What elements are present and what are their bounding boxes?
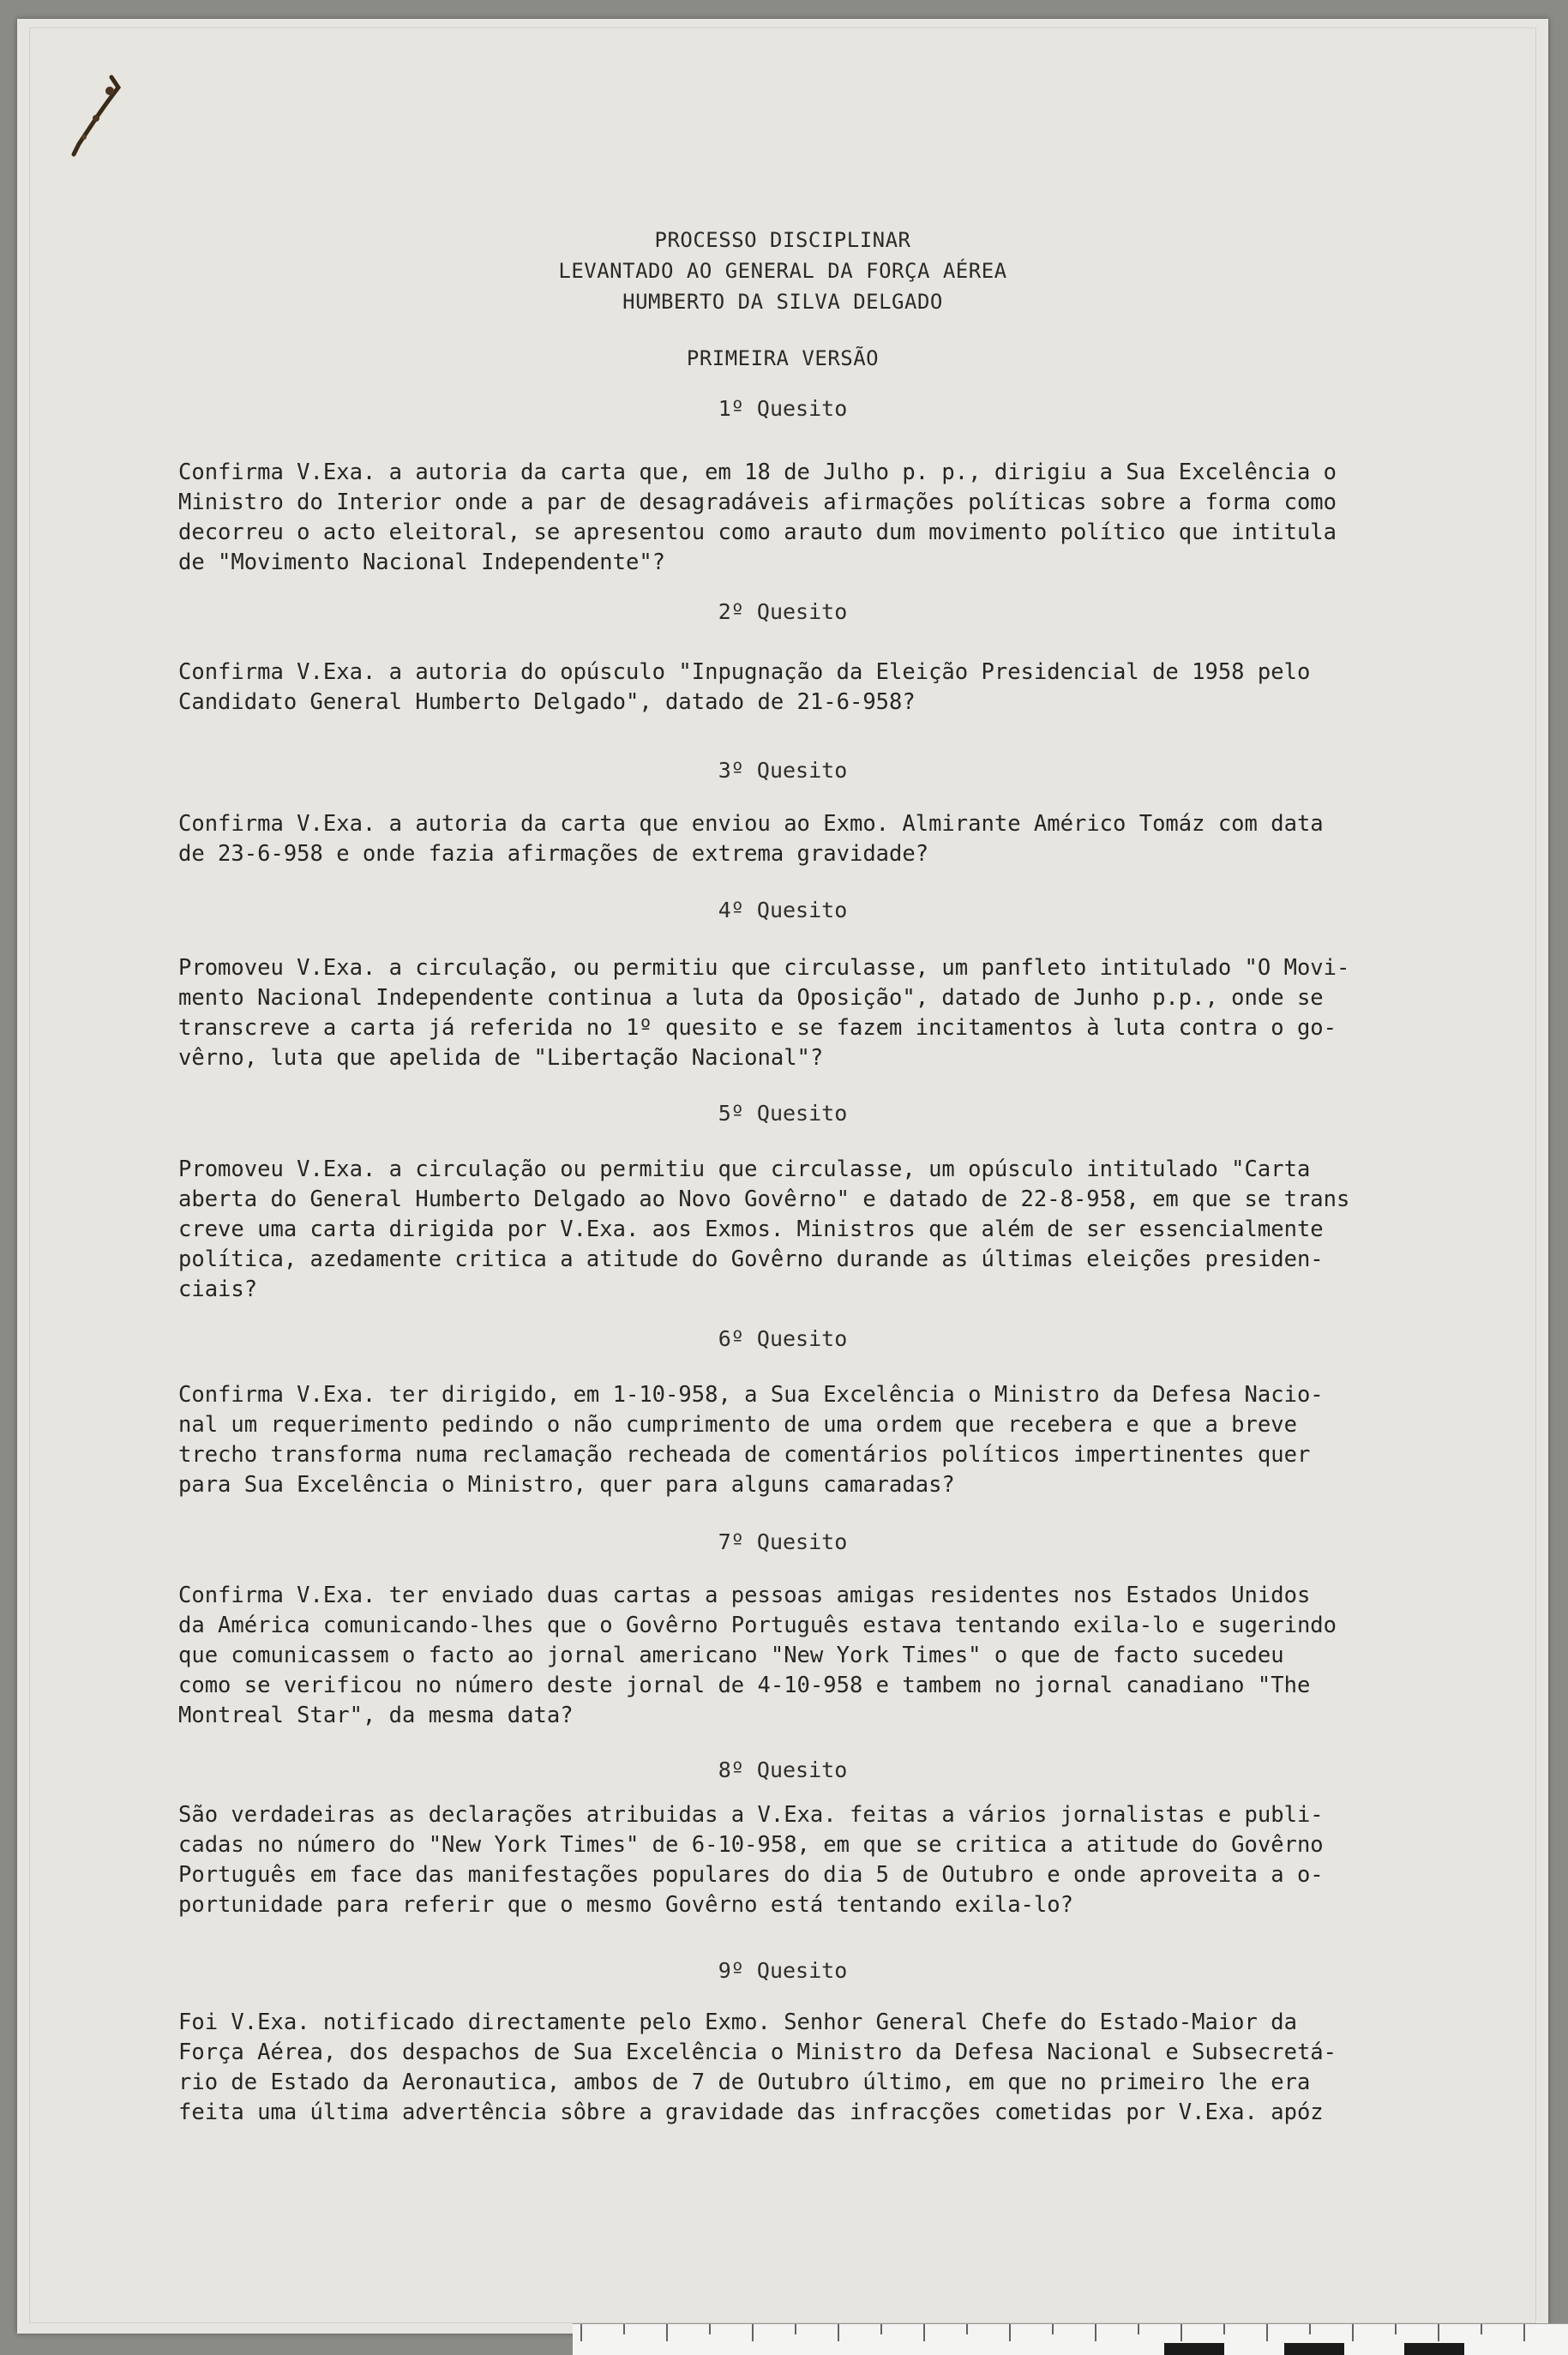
text-line: Montreal Star", da mesma data?: [178, 1703, 574, 1728]
quesito-5-text: [178, 1155, 1449, 1305]
quesito-2-text: [178, 658, 1449, 718]
text-line: mento Nacional Independente continua a luta da Oposição", datado de Junho p.p., onde se: [178, 985, 1324, 1011]
text-line: Promoveu V.Exa. a circulação, ou permitiu que circulasse, um panfleto intitulado "O Movi-: [178, 955, 1350, 981]
title-line-3: HUMBERTO DA SILVA DELGADO: [622, 290, 943, 314]
quesito-7-text: [178, 1581, 1449, 1731]
text-line: Foi V.Exa. notificado directamente pelo Exmo. Senhor General Chefe do Estado-Maior da: [178, 2010, 1297, 2035]
text-line: da América comunicando-lhes que o Govêrno Português estava tentando exila-lo e sugerindo: [178, 1613, 1337, 1638]
quesito-2-heading: 2º Quesito: [718, 599, 848, 624]
quesito-1-text: [178, 458, 1449, 578]
text-line: Confirma V.Exa. ter dirigido, em 1-10-958, a Sua Excelência o Ministro da Defesa Nacio-: [178, 1382, 1324, 1408]
quesito-8-heading: 8º Quesito: [718, 1757, 848, 1782]
text-line: rio de Estado da Aeronautica, ambos de 7 de Outubro último, em que no primeiro lhe era: [178, 2070, 1311, 2095]
text-line: creve uma carta dirigida por V.Exa. aos Exmos. Ministros que além de ser essencialmente: [178, 1217, 1324, 1242]
text-line: que comunicassem o facto ao jornal americano "New York Times" o que de facto sucedeu: [178, 1643, 1284, 1668]
text-line: Força Aérea, dos despachos de Sua Excelência o Ministro da Defesa Nacional e Subsecretá-: [178, 2040, 1337, 2065]
text-line: como se verificou no número deste jornal de 4-10-958 e tambem no jornal canadiano "The: [178, 1673, 1311, 1698]
text-line: trecho transforma numa reclamação recheada de comentários políticos impertinentes quer: [178, 1442, 1311, 1468]
text-line: vêrno, luta que apelida de "Libertação Nacional"?: [178, 1045, 824, 1071]
quesito-4-heading: 4º Quesito: [718, 898, 848, 922]
text-line: transcreve a carta já referida no 1º quesito e se fazem incitamentos à luta contra o go-: [178, 1015, 1337, 1041]
quesito-4-text: [178, 953, 1449, 1073]
quesito-6-heading: 6º Quesito: [718, 1326, 848, 1351]
quesito-6-text: [178, 1380, 1449, 1500]
version-title: PRIMEIRA VERSÃO: [686, 346, 880, 370]
text-line: ciais?: [178, 1277, 258, 1302]
text-line: aberta do General Humberto Delgado ao Novo Govêrno" e datado de 22-8-958, em que se trans: [178, 1187, 1350, 1212]
quesito-3-text: [178, 809, 1449, 869]
text-line: Candidato General Humberto Delgado", datado de 21-6-958?: [178, 689, 916, 715]
text-line: Confirma V.Exa. a autoria do opúsculo "Inpugnação da Eleição Presidencial de 1958 pelo: [178, 659, 1311, 685]
text-line: para Sua Excelência o Ministro, quer para alguns camaradas?: [178, 1472, 955, 1498]
text-line: nal um requerimento pedindo o não cumprimento de uma ordem que recebera e que a breve: [178, 1412, 1297, 1438]
ruler-ticks: [573, 2324, 1568, 2355]
title-line-1: PROCESSO DISCIPLINAR: [654, 228, 911, 252]
scale-ruler: [573, 2323, 1568, 2355]
text-line: decorreu o acto eleitoral, se apresentou como arauto dum movimento político que intitula: [178, 520, 1337, 545]
text-line: feita uma última advertência sôbre a gravidade das infracções cometidas por V.Exa. apóz: [178, 2100, 1324, 2125]
quesito-9-text: [178, 2008, 1449, 2128]
quesito-8-text: [178, 1800, 1449, 1920]
text-line: Confirma V.Exa. ter enviado duas cartas a pessoas amigas residentes nos Estados Unidos: [178, 1583, 1311, 1608]
document-page: [17, 19, 1548, 2334]
ink-stain-mark: [58, 69, 144, 163]
text-line: Português em face das manifestações populares do dia 5 de Outubro e onde aproveita a o-: [178, 1862, 1324, 1888]
quesito-3-heading: 3º Quesito: [718, 758, 848, 783]
text-line: Confirma V.Exa. a autoria da carta que enviou ao Exmo. Almirante Américo Tomáz com data: [178, 811, 1324, 837]
text-line: Confirma V.Exa. a autoria da carta que, em 18 de Julho p. p., dirigiu a Sua Excelência o: [178, 460, 1337, 485]
text-line: de 23-6-958 e onde fazia afirmações de extrema gravidade?: [178, 841, 929, 867]
text-line: Promoveu V.Exa. a circulação ou permitiu que circulasse, um opúsculo intitulado "Carta: [178, 1156, 1311, 1182]
text-line: política, azedamente critica a atitude do Govêrno durande as últimas eleições presiden-: [178, 1247, 1324, 1272]
quesito-1-heading: 1º Quesito: [718, 396, 848, 421]
title-line-2: LEVANTADO AO GENERAL DA FORÇA AÉREA: [558, 259, 1007, 283]
text-line: São verdadeiras as declarações atribuidas a V.Exa. feitas a vários jornalistas e publi-: [178, 1802, 1324, 1828]
text-line: cadas no número do "New York Times" de 6-10-958, em que se critica a atitude do Govêrno: [178, 1832, 1324, 1858]
text-line: de "Movimento Nacional Independente"?: [178, 550, 666, 575]
quesito-5-heading: 5º Quesito: [718, 1101, 848, 1126]
text-line: portunidade para referir que o mesmo Govêrno está tentando exila-lo?: [178, 1892, 1073, 1918]
text-line: Ministro do Interior onde a par de desagradáveis afirmações políticas sobre a forma como: [178, 490, 1337, 515]
quesito-7-heading: 7º Quesito: [718, 1529, 848, 1554]
quesito-9-heading: 9º Quesito: [718, 1958, 848, 1983]
